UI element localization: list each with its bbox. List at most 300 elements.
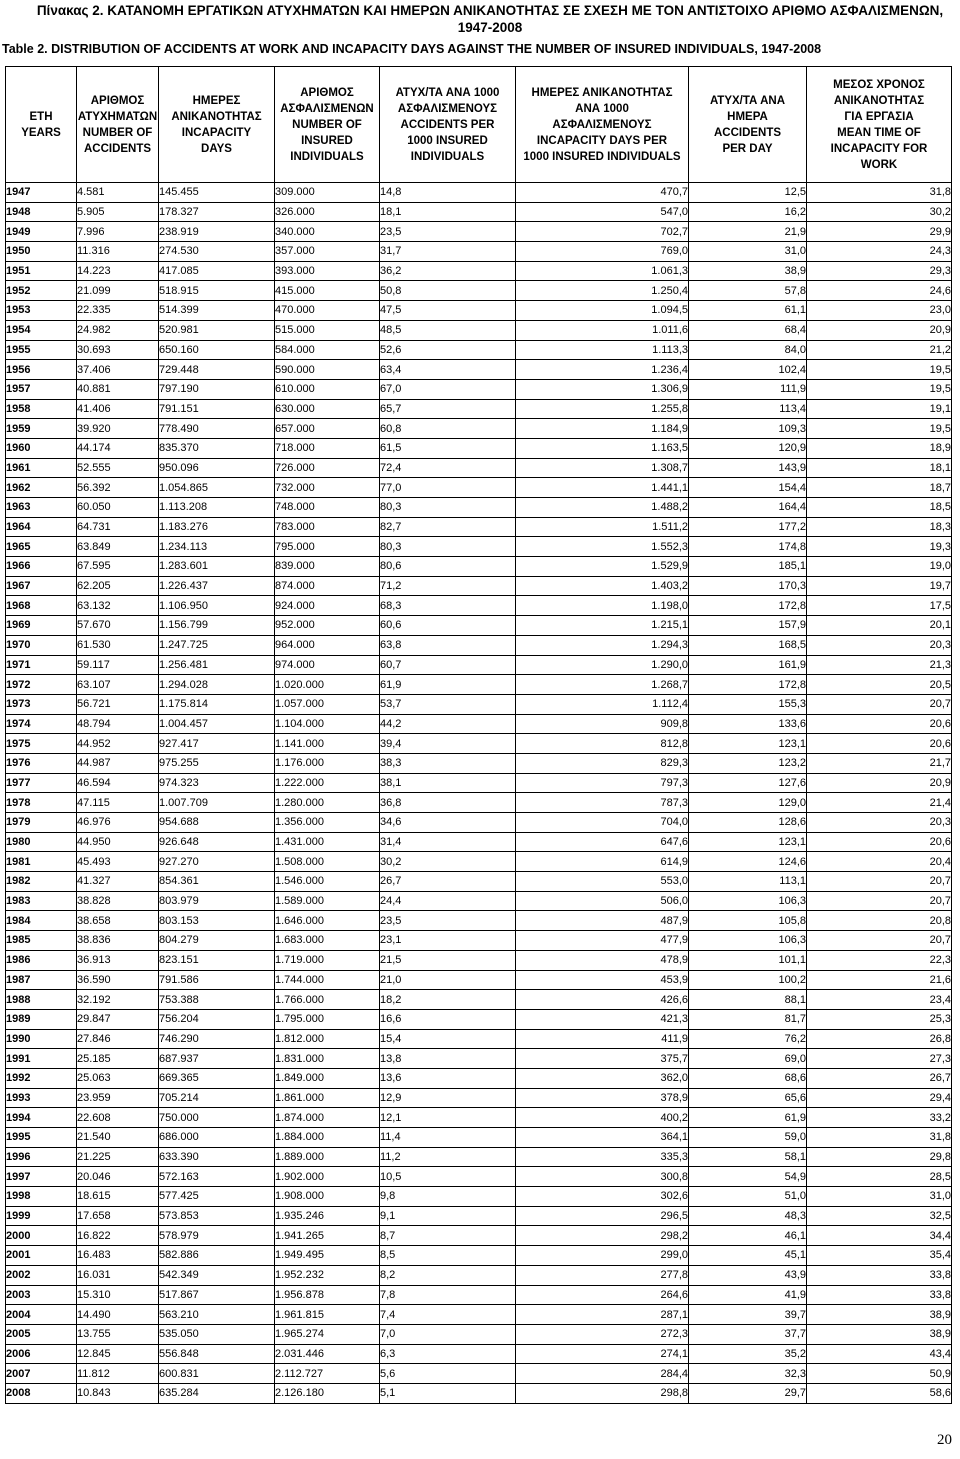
cell-accidents: 63.849 bbox=[77, 537, 159, 557]
table-row bbox=[6, 557, 952, 577]
cell-insured: 748.000 bbox=[275, 498, 380, 518]
cell-mean-time: 23,0 bbox=[807, 301, 952, 321]
accidents-table bbox=[5, 66, 952, 1404]
cell-accidents-per-day: 157,9 bbox=[689, 616, 807, 636]
cell-insured: 1.874.000 bbox=[275, 1108, 380, 1128]
header-line: DAYS bbox=[201, 142, 232, 155]
cell-accidents-per-1000: 8,7 bbox=[380, 1226, 516, 1246]
cell-incapacity-days: 1.226.437 bbox=[159, 576, 275, 596]
cell-accidents-per-1000: 7,8 bbox=[380, 1285, 516, 1305]
cell-days-per-1000: 375,7 bbox=[516, 1049, 689, 1069]
cell-incapacity-days: 417.085 bbox=[159, 261, 275, 281]
cell-accidents: 18.615 bbox=[77, 1187, 159, 1207]
cell-insured: 974.000 bbox=[275, 655, 380, 675]
cell-days-per-1000: 477,9 bbox=[516, 931, 689, 951]
cell-mean-time: 24,3 bbox=[807, 242, 952, 262]
header-line: INSURED bbox=[301, 134, 353, 147]
cell-days-per-1000: 769,0 bbox=[516, 242, 689, 262]
cell-days-per-1000: 1.236,4 bbox=[516, 360, 689, 380]
cell-mean-time: 29,9 bbox=[807, 222, 952, 242]
table-row bbox=[6, 950, 952, 970]
cell-accidents-per-1000: 30,2 bbox=[380, 852, 516, 872]
cell-mean-time: 18,5 bbox=[807, 498, 952, 518]
cell-mean-time: 32,5 bbox=[807, 1206, 952, 1226]
cell-accidents-per-1000: 34,6 bbox=[380, 813, 516, 833]
cell-incapacity-days: 750.000 bbox=[159, 1108, 275, 1128]
cell-mean-time: 21,7 bbox=[807, 753, 952, 773]
cell-incapacity-days: 729.448 bbox=[159, 360, 275, 380]
cell-accidents-per-day: 39,7 bbox=[689, 1305, 807, 1325]
cell-insured: 783.000 bbox=[275, 517, 380, 537]
header-days-per-1000 bbox=[516, 67, 689, 183]
table-row bbox=[6, 419, 952, 439]
table-row bbox=[6, 1009, 952, 1029]
cell-accidents-per-1000: 8,5 bbox=[380, 1246, 516, 1266]
cell-insured: 1.941.265 bbox=[275, 1226, 380, 1246]
cell-accidents: 52.555 bbox=[77, 458, 159, 478]
cell-accidents-per-day: 84,0 bbox=[689, 340, 807, 360]
cell-insured: 839.000 bbox=[275, 557, 380, 577]
table-row bbox=[6, 222, 952, 242]
cell-incapacity-days: 635.284 bbox=[159, 1383, 275, 1403]
cell-accidents-per-1000: 5,1 bbox=[380, 1383, 516, 1403]
header-line: INCAPACITY DAYS PER bbox=[536, 134, 668, 147]
cell-years: 1998 bbox=[6, 1187, 77, 1207]
cell-accidents-per-1000: 26,7 bbox=[380, 872, 516, 892]
cell-insured: 726.000 bbox=[275, 458, 380, 478]
cell-mean-time: 21,2 bbox=[807, 340, 952, 360]
cell-accidents: 27.846 bbox=[77, 1029, 159, 1049]
cell-accidents-per-1000: 21,5 bbox=[380, 950, 516, 970]
cell-mean-time: 33,8 bbox=[807, 1285, 952, 1305]
cell-accidents-per-1000: 8,2 bbox=[380, 1265, 516, 1285]
cell-accidents: 16.822 bbox=[77, 1226, 159, 1246]
header-incapacity-days bbox=[159, 67, 275, 183]
table-row bbox=[6, 1324, 952, 1344]
cell-incapacity-days: 535.050 bbox=[159, 1324, 275, 1344]
cell-insured: 1.812.000 bbox=[275, 1029, 380, 1049]
cell-years: 2008 bbox=[6, 1383, 77, 1403]
cell-insured: 1.356.000 bbox=[275, 813, 380, 833]
cell-days-per-1000: 426,6 bbox=[516, 990, 689, 1010]
header-line: 1000 INSURED INDIVIDUALS bbox=[523, 150, 681, 163]
header-line: 1000 INSURED bbox=[407, 134, 488, 147]
cell-accidents-per-1000: 39,4 bbox=[380, 734, 516, 754]
cell-mean-time: 20,7 bbox=[807, 694, 952, 714]
cell-mean-time: 20,9 bbox=[807, 773, 952, 793]
cell-accidents: 20.046 bbox=[77, 1167, 159, 1187]
cell-incapacity-days: 1.247.725 bbox=[159, 635, 275, 655]
cell-years: 2003 bbox=[6, 1285, 77, 1305]
header-mean-time bbox=[807, 67, 952, 183]
cell-years: 1958 bbox=[6, 399, 77, 419]
cell-years: 1984 bbox=[6, 911, 77, 931]
cell-years: 1980 bbox=[6, 832, 77, 852]
cell-accidents-per-day: 172,8 bbox=[689, 596, 807, 616]
cell-mean-time: 20,6 bbox=[807, 832, 952, 852]
cell-accidents: 44.174 bbox=[77, 438, 159, 458]
cell-accidents: 23.959 bbox=[77, 1088, 159, 1108]
cell-accidents: 38.828 bbox=[77, 891, 159, 911]
cell-accidents-per-day: 128,6 bbox=[689, 813, 807, 833]
cell-mean-time: 38,9 bbox=[807, 1305, 952, 1325]
cell-accidents-per-day: 16,2 bbox=[689, 202, 807, 222]
cell-accidents-per-1000: 7,0 bbox=[380, 1324, 516, 1344]
cell-accidents-per-1000: 12,1 bbox=[380, 1108, 516, 1128]
cell-years: 1993 bbox=[6, 1088, 77, 1108]
cell-insured: 1.831.000 bbox=[275, 1049, 380, 1069]
cell-days-per-1000: 400,2 bbox=[516, 1108, 689, 1128]
cell-mean-time: 34,4 bbox=[807, 1226, 952, 1246]
header-line: INCAPACITY FOR bbox=[830, 142, 928, 155]
table-row bbox=[6, 517, 952, 537]
cell-accidents: 22.608 bbox=[77, 1108, 159, 1128]
cell-accidents-per-1000: 60,7 bbox=[380, 655, 516, 675]
header-line: YEARS bbox=[21, 126, 61, 139]
header-line: ΗΜΕΡΕΣ bbox=[192, 94, 241, 107]
cell-accidents: 47.115 bbox=[77, 793, 159, 813]
cell-insured: 1.935.246 bbox=[275, 1206, 380, 1226]
cell-incapacity-days: 803.979 bbox=[159, 891, 275, 911]
table-row bbox=[6, 1147, 952, 1167]
cell-incapacity-days: 687.937 bbox=[159, 1049, 275, 1069]
cell-accidents-per-1000: 80,3 bbox=[380, 537, 516, 557]
cell-accidents-per-1000: 23,1 bbox=[380, 931, 516, 951]
cell-accidents-per-1000: 11,2 bbox=[380, 1147, 516, 1167]
header-line: ΑΤΥΧ/ΤΑ ΑΝΑ 1000 bbox=[395, 86, 500, 99]
cell-accidents: 56.392 bbox=[77, 478, 159, 498]
cell-days-per-1000: 1.290,0 bbox=[516, 655, 689, 675]
header-line: NUMBER OF bbox=[292, 118, 362, 131]
cell-mean-time: 43,4 bbox=[807, 1344, 952, 1364]
cell-mean-time: 20,4 bbox=[807, 852, 952, 872]
cell-mean-time: 20,9 bbox=[807, 320, 952, 340]
cell-insured: 357.000 bbox=[275, 242, 380, 262]
cell-days-per-1000: 506,0 bbox=[516, 891, 689, 911]
cell-incapacity-days: 705.214 bbox=[159, 1088, 275, 1108]
cell-days-per-1000: 421,3 bbox=[516, 1009, 689, 1029]
cell-mean-time: 17,5 bbox=[807, 596, 952, 616]
cell-mean-time: 31,8 bbox=[807, 1128, 952, 1148]
header-accidents-per-day bbox=[689, 67, 807, 183]
header-line: ΑΣΦΑΛΙΣΜΕΝΟΥΣ bbox=[397, 102, 498, 115]
cell-accidents-per-day: 68,6 bbox=[689, 1068, 807, 1088]
cell-years: 1950 bbox=[6, 242, 77, 262]
cell-insured: 1.646.000 bbox=[275, 911, 380, 931]
cell-accidents-per-day: 35,2 bbox=[689, 1344, 807, 1364]
cell-days-per-1000: 1.255,8 bbox=[516, 399, 689, 419]
cell-days-per-1000: 487,9 bbox=[516, 911, 689, 931]
cell-accidents: 11.812 bbox=[77, 1364, 159, 1384]
cell-accidents-per-1000: 77,0 bbox=[380, 478, 516, 498]
cell-accidents: 22.335 bbox=[77, 301, 159, 321]
cell-years: 1996 bbox=[6, 1147, 77, 1167]
table-row bbox=[6, 1383, 952, 1403]
cell-days-per-1000: 362,0 bbox=[516, 1068, 689, 1088]
cell-days-per-1000: 1.113,3 bbox=[516, 340, 689, 360]
header-accidents bbox=[77, 67, 159, 183]
cell-accidents-per-day: 124,6 bbox=[689, 852, 807, 872]
cell-accidents-per-1000: 61,9 bbox=[380, 675, 516, 695]
cell-accidents-per-1000: 38,3 bbox=[380, 753, 516, 773]
cell-mean-time: 19,0 bbox=[807, 557, 952, 577]
cell-years: 1977 bbox=[6, 773, 77, 793]
table-row bbox=[6, 911, 952, 931]
cell-accidents-per-1000: 14,8 bbox=[380, 183, 516, 203]
cell-accidents: 38.836 bbox=[77, 931, 159, 951]
cell-accidents: 60.050 bbox=[77, 498, 159, 518]
header-line: MEAN TIME OF bbox=[837, 126, 921, 139]
cell-years: 1994 bbox=[6, 1108, 77, 1128]
cell-days-per-1000: 797,3 bbox=[516, 773, 689, 793]
cell-days-per-1000: 296,5 bbox=[516, 1206, 689, 1226]
cell-accidents-per-day: 161,9 bbox=[689, 655, 807, 675]
cell-days-per-1000: 1.011,6 bbox=[516, 320, 689, 340]
cell-days-per-1000: 1.061,3 bbox=[516, 261, 689, 281]
cell-incapacity-days: 975.255 bbox=[159, 753, 275, 773]
table-row bbox=[6, 438, 952, 458]
header-line: NUMBER OF bbox=[82, 126, 153, 139]
cell-insured: 1.884.000 bbox=[275, 1128, 380, 1148]
cell-insured: 874.000 bbox=[275, 576, 380, 596]
cell-accidents: 38.658 bbox=[77, 911, 159, 931]
cell-mean-time: 30,2 bbox=[807, 202, 952, 222]
cell-days-per-1000: 1.552,3 bbox=[516, 537, 689, 557]
cell-incapacity-days: 514.399 bbox=[159, 301, 275, 321]
table-row bbox=[6, 1226, 952, 1246]
cell-incapacity-days: 274.530 bbox=[159, 242, 275, 262]
cell-accidents-per-1000: 15,4 bbox=[380, 1029, 516, 1049]
cell-years: 1959 bbox=[6, 419, 77, 439]
cell-insured: 1.949.495 bbox=[275, 1246, 380, 1266]
cell-accidents-per-day: 106,3 bbox=[689, 891, 807, 911]
cell-days-per-1000: 1.112,4 bbox=[516, 694, 689, 714]
cell-incapacity-days: 1.054.865 bbox=[159, 478, 275, 498]
cell-accidents-per-1000: 68,3 bbox=[380, 596, 516, 616]
cell-years: 1972 bbox=[6, 675, 77, 695]
cell-mean-time: 18,3 bbox=[807, 517, 952, 537]
cell-mean-time: 58,6 bbox=[807, 1383, 952, 1403]
cell-insured: 952.000 bbox=[275, 616, 380, 636]
cell-years: 1957 bbox=[6, 379, 77, 399]
cell-accidents: 46.594 bbox=[77, 773, 159, 793]
cell-years: 1999 bbox=[6, 1206, 77, 1226]
header-line: ΑΝΙΚΑΝΟΤΗΤΑΣ bbox=[171, 110, 262, 123]
header-line: ΑΣΦΑΛΙΣΜΕΝΩΝ bbox=[280, 102, 374, 115]
cell-days-per-1000: 264,6 bbox=[516, 1285, 689, 1305]
cell-insured: 1.222.000 bbox=[275, 773, 380, 793]
cell-incapacity-days: 753.388 bbox=[159, 990, 275, 1010]
cell-accidents-per-day: 105,8 bbox=[689, 911, 807, 931]
cell-days-per-1000: 547,0 bbox=[516, 202, 689, 222]
cell-days-per-1000: 284,4 bbox=[516, 1364, 689, 1384]
cell-mean-time: 18,9 bbox=[807, 438, 952, 458]
cell-accidents-per-1000: 31,7 bbox=[380, 242, 516, 262]
cell-years: 2006 bbox=[6, 1344, 77, 1364]
table-row bbox=[6, 1167, 952, 1187]
cell-accidents-per-day: 168,5 bbox=[689, 635, 807, 655]
cell-accidents-per-1000: 9,8 bbox=[380, 1187, 516, 1207]
header-row bbox=[6, 67, 952, 183]
cell-insured: 2.112.727 bbox=[275, 1364, 380, 1384]
cell-accidents-per-1000: 36,2 bbox=[380, 261, 516, 281]
table-row bbox=[6, 852, 952, 872]
cell-accidents-per-1000: 21,0 bbox=[380, 970, 516, 990]
cell-years: 1967 bbox=[6, 576, 77, 596]
table-row bbox=[6, 1068, 952, 1088]
cell-accidents-per-day: 170,3 bbox=[689, 576, 807, 596]
cell-incapacity-days: 791.151 bbox=[159, 399, 275, 419]
table-row bbox=[6, 320, 952, 340]
cell-days-per-1000: 829,3 bbox=[516, 753, 689, 773]
cell-mean-time: 26,8 bbox=[807, 1029, 952, 1049]
cell-insured: 1.965.274 bbox=[275, 1324, 380, 1344]
cell-insured: 795.000 bbox=[275, 537, 380, 557]
cell-days-per-1000: 614,9 bbox=[516, 852, 689, 872]
header-line: WORK bbox=[860, 158, 898, 171]
cell-incapacity-days: 669.365 bbox=[159, 1068, 275, 1088]
table-row bbox=[6, 1128, 952, 1148]
cell-accidents-per-day: 81,7 bbox=[689, 1009, 807, 1029]
cell-incapacity-days: 517.867 bbox=[159, 1285, 275, 1305]
cell-incapacity-days: 835.370 bbox=[159, 438, 275, 458]
cell-insured: 1.719.000 bbox=[275, 950, 380, 970]
cell-years: 1979 bbox=[6, 813, 77, 833]
table-row bbox=[6, 970, 952, 990]
cell-accidents-per-1000: 38,1 bbox=[380, 773, 516, 793]
cell-accidents-per-day: 31,0 bbox=[689, 242, 807, 262]
cell-accidents: 63.132 bbox=[77, 596, 159, 616]
cell-years: 1955 bbox=[6, 340, 77, 360]
cell-days-per-1000: 298,2 bbox=[516, 1226, 689, 1246]
cell-years: 1961 bbox=[6, 458, 77, 478]
table-row bbox=[6, 596, 952, 616]
cell-days-per-1000: 378,9 bbox=[516, 1088, 689, 1108]
cell-years: 1960 bbox=[6, 438, 77, 458]
cell-incapacity-days: 1.007.709 bbox=[159, 793, 275, 813]
cell-accidents-per-1000: 36,8 bbox=[380, 793, 516, 813]
table-row bbox=[6, 498, 952, 518]
cell-accidents: 48.794 bbox=[77, 714, 159, 734]
table-row bbox=[6, 1088, 952, 1108]
cell-accidents-per-1000: 80,3 bbox=[380, 498, 516, 518]
cell-mean-time: 33,8 bbox=[807, 1265, 952, 1285]
table-row bbox=[6, 753, 952, 773]
cell-incapacity-days: 556.848 bbox=[159, 1344, 275, 1364]
cell-accidents-per-day: 154,4 bbox=[689, 478, 807, 498]
cell-days-per-1000: 364,1 bbox=[516, 1128, 689, 1148]
cell-incapacity-days: 1.004.457 bbox=[159, 714, 275, 734]
cell-insured: 340.000 bbox=[275, 222, 380, 242]
cell-accidents-per-day: 123,1 bbox=[689, 832, 807, 852]
cell-days-per-1000: 299,0 bbox=[516, 1246, 689, 1266]
cell-accidents-per-1000: 6,3 bbox=[380, 1344, 516, 1364]
cell-years: 1969 bbox=[6, 616, 77, 636]
cell-insured: 515.000 bbox=[275, 320, 380, 340]
cell-days-per-1000: 302,6 bbox=[516, 1187, 689, 1207]
cell-insured: 1.889.000 bbox=[275, 1147, 380, 1167]
cell-accidents-per-1000: 63,4 bbox=[380, 360, 516, 380]
table-row bbox=[6, 478, 952, 498]
cell-years: 1966 bbox=[6, 557, 77, 577]
cell-incapacity-days: 563.210 bbox=[159, 1305, 275, 1325]
cell-years: 2004 bbox=[6, 1305, 77, 1325]
table-row bbox=[6, 931, 952, 951]
cell-accidents: 5.905 bbox=[77, 202, 159, 222]
cell-days-per-1000: 647,6 bbox=[516, 832, 689, 852]
cell-insured: 1.795.000 bbox=[275, 1009, 380, 1029]
cell-incapacity-days: 1.156.799 bbox=[159, 616, 275, 636]
cell-accidents-per-day: 113,4 bbox=[689, 399, 807, 419]
cell-accidents: 25.063 bbox=[77, 1068, 159, 1088]
cell-incapacity-days: 178.327 bbox=[159, 202, 275, 222]
cell-days-per-1000: 1.403,2 bbox=[516, 576, 689, 596]
cell-years: 1954 bbox=[6, 320, 77, 340]
cell-mean-time: 23,4 bbox=[807, 990, 952, 1010]
cell-days-per-1000: 1.306,9 bbox=[516, 379, 689, 399]
cell-years: 1970 bbox=[6, 635, 77, 655]
cell-days-per-1000: 453,9 bbox=[516, 970, 689, 990]
cell-incapacity-days: 600.831 bbox=[159, 1364, 275, 1384]
table-row bbox=[6, 537, 952, 557]
cell-accidents-per-day: 100,2 bbox=[689, 970, 807, 990]
cell-incapacity-days: 1.294.028 bbox=[159, 675, 275, 695]
cell-accidents: 44.952 bbox=[77, 734, 159, 754]
cell-insured: 1.280.000 bbox=[275, 793, 380, 813]
table-row bbox=[6, 281, 952, 301]
cell-incapacity-days: 791.586 bbox=[159, 970, 275, 990]
table-row bbox=[6, 340, 952, 360]
cell-accidents-per-day: 111,9 bbox=[689, 379, 807, 399]
cell-accidents: 56.721 bbox=[77, 694, 159, 714]
cell-incapacity-days: 542.349 bbox=[159, 1265, 275, 1285]
cell-years: 1978 bbox=[6, 793, 77, 813]
cell-days-per-1000: 1.184,9 bbox=[516, 419, 689, 439]
cell-incapacity-days: 572.163 bbox=[159, 1167, 275, 1187]
cell-years: 1971 bbox=[6, 655, 77, 675]
header-line: PER DAY bbox=[722, 142, 773, 155]
table-row bbox=[6, 1029, 952, 1049]
cell-days-per-1000: 478,9 bbox=[516, 950, 689, 970]
cell-mean-time: 18,1 bbox=[807, 458, 952, 478]
cell-accidents-per-day: 174,8 bbox=[689, 537, 807, 557]
table-row bbox=[6, 1265, 952, 1285]
cell-years: 1988 bbox=[6, 990, 77, 1010]
cell-accidents-per-day: 61,1 bbox=[689, 301, 807, 321]
cell-incapacity-days: 927.417 bbox=[159, 734, 275, 754]
cell-mean-time: 20,8 bbox=[807, 911, 952, 931]
cell-accidents-per-day: 57,8 bbox=[689, 281, 807, 301]
cell-days-per-1000: 470,7 bbox=[516, 183, 689, 203]
cell-accidents-per-1000: 13,6 bbox=[380, 1068, 516, 1088]
cell-incapacity-days: 797.190 bbox=[159, 379, 275, 399]
cell-accidents-per-1000: 65,7 bbox=[380, 399, 516, 419]
cell-incapacity-days: 954.688 bbox=[159, 813, 275, 833]
cell-years: 1947 bbox=[6, 183, 77, 203]
cell-accidents-per-day: 68,4 bbox=[689, 320, 807, 340]
cell-days-per-1000: 287,1 bbox=[516, 1305, 689, 1325]
cell-insured: 1.961.815 bbox=[275, 1305, 380, 1325]
cell-accidents-per-day: 69,0 bbox=[689, 1049, 807, 1069]
table-row bbox=[6, 714, 952, 734]
header-line: ΗΜΕΡΑ bbox=[727, 110, 768, 123]
cell-days-per-1000: 909,8 bbox=[516, 714, 689, 734]
cell-accidents-per-day: 29,7 bbox=[689, 1383, 807, 1403]
cell-accidents-per-day: 109,3 bbox=[689, 419, 807, 439]
header-line: ΜΕΣΟΣ ΧΡΟΝΟΣ bbox=[833, 78, 925, 91]
cell-mean-time: 20,7 bbox=[807, 891, 952, 911]
cell-days-per-1000: 787,3 bbox=[516, 793, 689, 813]
